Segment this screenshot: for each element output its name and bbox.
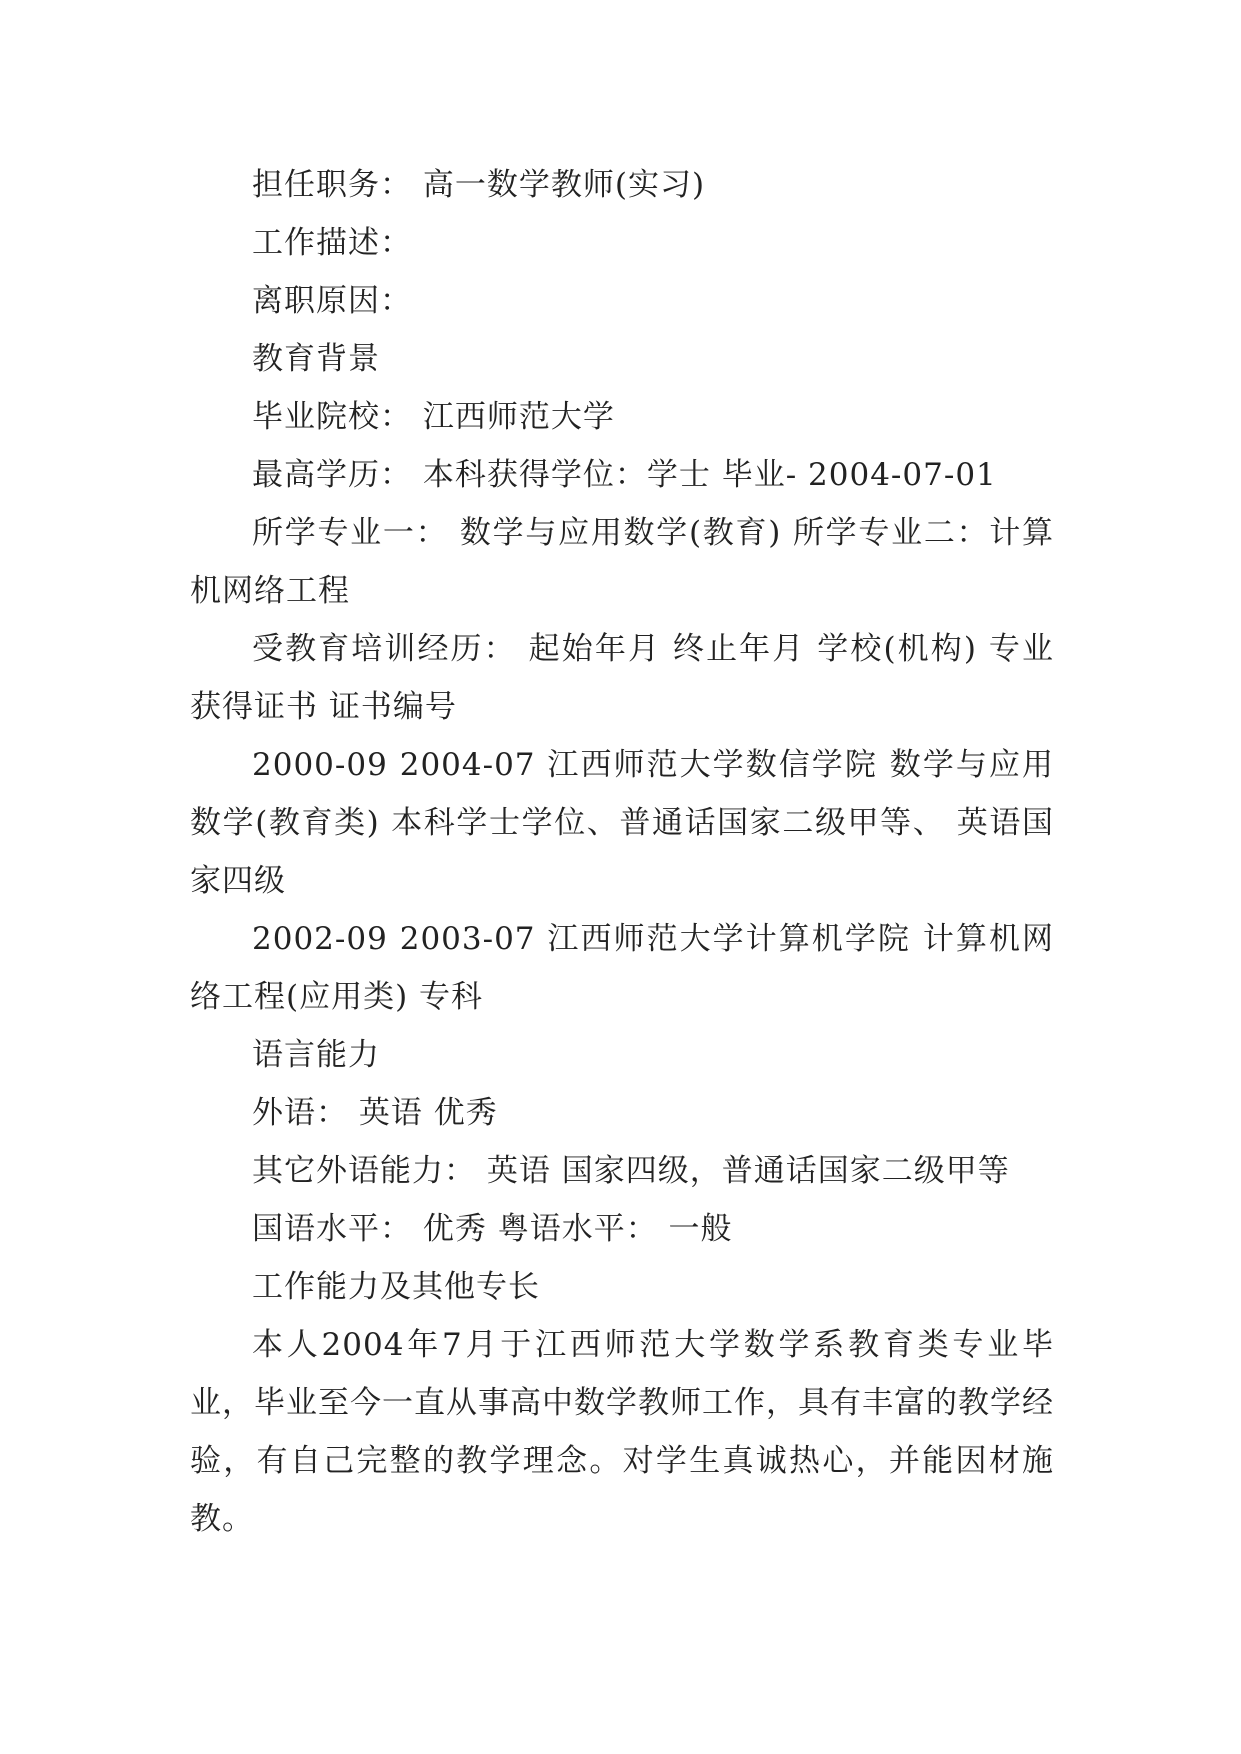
training-header-line: 受教育培训经历： 起始年月 终止年月 学校(机构) 专业 获得证书 证书编号: [190, 631, 1065, 725]
education-heading: 教育背景: [252, 341, 380, 377]
other-language-line: 其它外语能力： 英语 国家四级，普通话国家二级甲等: [252, 1153, 1010, 1189]
education-record-1: 2000-09 2004-07 江西师范大学数信学院 数学与应用数学(教育类) 本科学士学位、普通话国家二级甲等、 英语国家四级: [190, 747, 1054, 899]
skills-heading: 工作能力及其他专长: [252, 1269, 540, 1305]
education-record-2: 2002-09 2003-07 江西师范大学计算机学院 计算机网络工程(应用类) 专科: [190, 921, 1054, 1015]
position-line: 担任职务： 高一数学教师(实习): [252, 167, 706, 203]
highest-degree-line: 最高学历： 本科获得学位：学士 毕业- 2004-07-01: [252, 457, 997, 493]
leaving-reason-line: 离职原因：: [252, 283, 412, 319]
dialect-level-line: 国语水平： 优秀 粤语水平： 一般: [252, 1211, 733, 1247]
foreign-language-line: 外语： 英语 优秀: [252, 1095, 498, 1131]
document-body: [190, 156, 1065, 1548]
self-description-paragraph: 本人2004年7月于江西师范大学数学系教育类专业毕业，毕业至今一直从事高中数学教师工作，具有丰富的教学经验，有自己完整的教学理念。对学生真诚热心，并能因材施教。: [190, 1327, 1054, 1537]
majors-line: 所学专业一： 数学与应用数学(教育) 所学专业二：计算机网络工程: [190, 515, 1054, 609]
language-heading: 语言能力: [252, 1037, 380, 1073]
job-description-line: 工作描述：: [252, 225, 412, 261]
graduate-school-line: 毕业院校： 江西师范大学: [252, 399, 615, 435]
